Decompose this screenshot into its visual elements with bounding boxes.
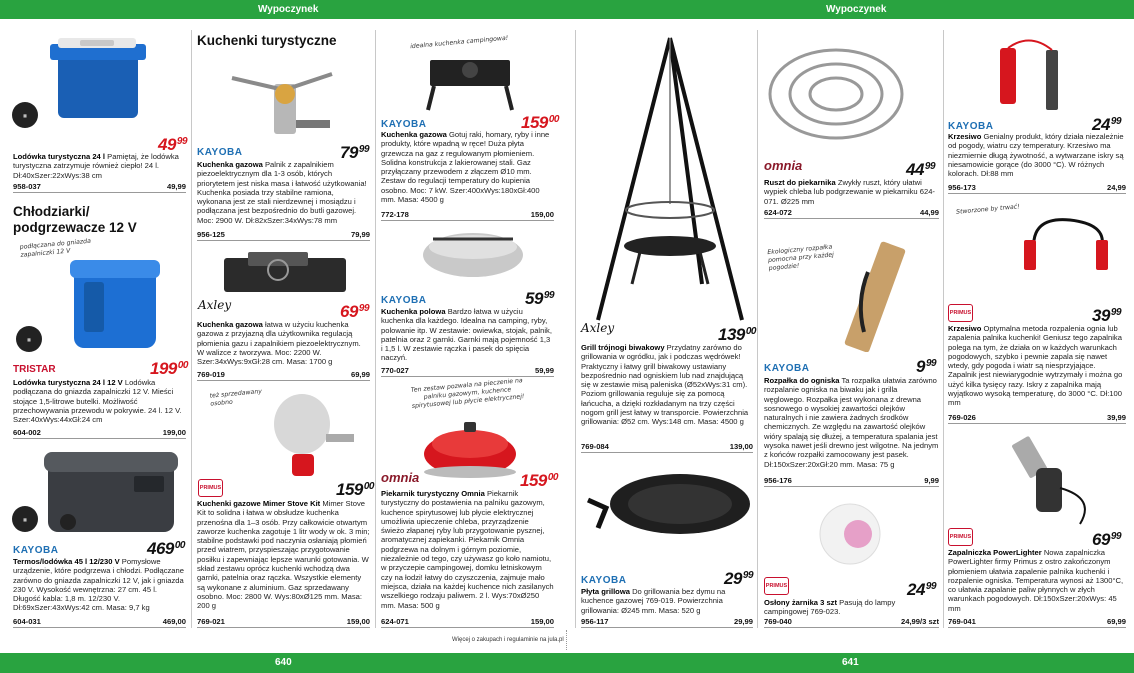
powerlighter-image <box>1000 428 1100 530</box>
section-title-right: Wypoczynek <box>826 4 887 15</box>
product-description: Ruszt do piekarnika Zwykły ruszt, który ułatwi wypiek chleba lub podgrzewanie w piekarniku 624-071. Ø225 mm <box>764 178 935 206</box>
column-divider <box>191 30 192 628</box>
price-tag: $199^{00}$ <box>150 359 188 378</box>
price-tag: $469^{00}$ <box>147 539 185 558</box>
fire-starter-stick-image <box>840 232 920 352</box>
sku-line: 956-173 24,99 <box>948 183 1126 192</box>
brand-logo-kayoba: KAYOBA <box>764 363 810 374</box>
price-tag: $49^{99}$ <box>158 135 188 154</box>
product-description: Piekarnik turystyczny Omnia Piekarnik turystyczny do postawienia na palniku gazowym, kuchence spirytusowej lub płycie elektrycznej umożliwia upieczenie chleba, przyrządzenie świeżo złapanej ryby lub przygotowanie pysznej, aromatycznej zapiekanki. Piekarnik Omnia podgrzewa na dolnym i górnym poziomie, niezależnie od tego, czy używasz go koło namiotu, w przyczepie campingowej, domku letniskowym czy na łodzi! łatwy do czyszczenia, zajmuje mało miejsca, działa na każdej kuchence nich zasilanych wszelkiego rodzaju paliwem. 2 l. Wys:70xØ250 mm. Masa: 500 g <box>381 489 554 610</box>
handwritten-note: Stworzone by trwać! <box>955 203 1020 216</box>
price-tag: $69^{99}$ <box>1092 530 1122 549</box>
brand-logo-kayoba: KAYOBA <box>197 147 243 158</box>
sku-line: 624-071 159,00 <box>381 617 554 626</box>
page-gutter <box>566 630 567 650</box>
price-tag: $159^{00}$ <box>336 480 374 499</box>
price-tag: $139^{00}$ <box>718 325 756 344</box>
price-tag: $39^{99}$ <box>1092 306 1122 325</box>
column-divider <box>757 30 758 628</box>
header-bar <box>0 0 1134 19</box>
brand-logo-kayoba: KAYOBA <box>581 575 627 586</box>
product-description: Kuchenka gazowa łatwa w użyciu kuchenka gazowa z przyjazną dla użytkownika regulacją płomienia gazu i zapalnikiem piezoelektrycznym. W walizce z tworzywa. Moc: 2200 W. Szer:34xWys:9xGł:28 cm. Masa: 1700 g <box>197 320 361 367</box>
price-tag: $29^{99}$ <box>724 569 754 588</box>
quality-badge-icon: ▦ <box>12 506 38 532</box>
thermo-cooler-image <box>38 444 188 539</box>
handwritten-note: podłączana do gniazda zapalniczki 12 V <box>19 237 92 259</box>
product-description: Zapalniczka PowerLighter Nowa zapalniczka PowerLighter firmy Primus z ostro zakończonym płomieniem ułatwia zapalenie palnika kuchenki i rozpalenie ogniska. Temperatura wynosi aż 1300°C, co ułatwia zapalanie paliw płynnych w złych warunkach pogodowych. Dł:150xSzer:20xWys: 45 mm <box>948 548 1124 613</box>
sku-line: 769-041 69,99 <box>948 617 1126 626</box>
column-divider <box>575 30 576 628</box>
page-number-left: 640 <box>275 657 292 668</box>
brand-logo-primus: PRIMUS <box>764 577 789 595</box>
grill-plate-image <box>584 470 754 540</box>
product-description: Krzesiwo Optymalna metoda rozpalenia ognia lub zapalenia palnika kuchenki! Geniusz tego zapalnika polega na tym, że działa on w każdych warunkach pogodowych, szybko i pewnie zapala się nawet wtedy, gdy pogoda i wiatr są niesprzyjające. Zapalnik jest niewiarygodnie wytrzymały i można go użyć kilka tysięcy razy. Iskry z zapalnika mają wyjątkowo wysoką temperaturę, do 3000 °C. Dł:100 mm <box>948 324 1123 408</box>
sku-line: 769-019 69,99 <box>197 370 370 379</box>
handwritten-note: idealna kuchenka campingowa! <box>409 34 509 51</box>
section-heading: Kuchenki turystyczne <box>197 33 337 48</box>
section-title-left: Wypoczynek <box>258 4 319 15</box>
electric-cooler-image <box>62 254 170 352</box>
lamp-mantles-image <box>816 492 886 574</box>
page-number-right: 641 <box>842 657 859 668</box>
fire-steel-pro-image <box>1010 210 1120 280</box>
brand-logo-kayoba: KAYOBA <box>13 545 59 556</box>
brand-logo-kayoba: KAYOBA <box>381 119 427 130</box>
product-description: Lodówka turystyczna 24 l Pamiętaj, że lodówka turystyczna zatrzymuje również ciepło! 24 l. Dł:40xSzer:22xWys:38 cm <box>13 152 179 180</box>
omnia-oven-image <box>420 414 520 480</box>
column-divider <box>375 30 376 628</box>
disclaimer-text: Więcej o zakupach i regulaminie na jula.pl <box>452 637 564 643</box>
sku-line: 956-176 9,99 <box>764 476 939 485</box>
gas-cooker-image <box>420 52 520 112</box>
quality-badge-icon: ▦ <box>16 326 42 352</box>
product-description: Płyta grillowa Do grillowania bez dymu na kuchence gazowej 769-019. Powierzchnia grillowania: Ø245 mm. Masa: 520 g <box>581 587 726 615</box>
sku-line: 772-178 159,00 <box>381 210 554 219</box>
brand-logo-omnia: omnia <box>381 470 420 485</box>
oven-rack-image <box>766 44 906 154</box>
sku-line: 769-026 39,99 <box>948 413 1126 422</box>
sku-line: 770-027 59,99 <box>381 366 554 375</box>
product-description: Lodówka turystyczna 24 l 12 V Lodówka podłączana do gniazda zapalniczki 12 V. Mieści stojące 1,5-litrowe butelki. Możliwość przechowywania przewodu w pokrywie. 24 l. 12 V. Szer:40xWys:44xGł:24 cm <box>13 378 182 425</box>
portable-stove-image <box>220 248 350 296</box>
price-tag: $159^{00}$ <box>520 471 558 490</box>
brand-logo-kayoba: KAYOBA <box>948 121 994 132</box>
brand-logo-primus: PRIMUS <box>198 479 223 497</box>
price-tag: $69^{99}$ <box>340 302 370 321</box>
handwritten-note: Ten zestaw pozwala na pieczenie na palniku gazowym, kuchence spirytusowej lub płycie elektrycznej! <box>410 377 525 410</box>
brand-logo-axley: Axley <box>198 298 232 312</box>
fire-steel-image <box>990 32 1080 114</box>
handwritten-note: Ekologiczny rozpałka pomocna przy każdej pogodzie! <box>767 243 835 273</box>
product-description: Krzesiwo Genialny produkt, który działa niezależnie od pogody, wiatru czy temperatury. Krzesiwo ma niezmiernie długą żywotność, a wytwarzane iskry są niesamowicie gorące (do 3000 °C). W różnych kolorach. Dł:88 mm <box>948 132 1124 179</box>
quality-badge-icon: ▦ <box>12 102 38 128</box>
sku-line: 604-002 199,00 <box>13 428 186 437</box>
price-tag: $24^{99}$ <box>1092 115 1122 134</box>
sku-line: 769-021 159,00 <box>197 617 370 626</box>
product-description: Kuchenka gazowa Palnik z zapalnikiem piezoelektrycznym dla 1-3 osób, których priorytetem jest niska masa i łatwość użytkowania! Kuchenka posiada trzy stabilne ramiona, wykonana jest ze stali nierdzewnej i mosiądzu i podłączana jest bezpośrednio do butli gazowej. Moc: 2900 W. Dł:82xSzer:34xWys:78 mm <box>197 160 367 225</box>
column-divider <box>943 30 944 628</box>
brand-logo-axley: Axley <box>581 321 615 335</box>
brand-logo-omnia: omnia <box>764 158 803 173</box>
product-description: Kuchenki gazowe Mimer Stove Kit Mimer Stove Kit to solidna i łatwa w obsłudze kuchenka przenośna dla 1–3 osób. Przy całkowicie otwartym zaworze kuchenka zagotuje 1 litr wody w ok. 3 min; stabilne podstawki pod naczynia osłaniają płomień przed wiatrem, przyspieszając przygotowanie posiłku i zapewniając lepsze warunki gotowania. W skład zestawu oprócz kuchenki wchodzą dwa garnki, patelnia oraz rączka. Wszystkie elementy są wykonane z aluminium. Gaz sprzedawany osobno. Moc: 2800 W. Wys:80xØ125 mm. Masa: 200 g <box>197 499 370 611</box>
sku-line: 769-040 24,99/3 szt <box>764 617 939 626</box>
blue-cooler-image <box>40 34 152 126</box>
sku-line: 956-117 29,99 <box>581 617 753 626</box>
brand-logo-kayoba: KAYOBA <box>381 295 427 306</box>
product-description: Osłony żarnika 3 szt Pasują do lampy campingowej 769-023. <box>764 598 896 617</box>
sku-line: 604-031 469,00 <box>13 617 186 626</box>
tripod-grill-image <box>590 34 750 324</box>
price-tag: $9^{99}$ <box>916 357 937 376</box>
product-description: Termos/lodówka 45 l 12/230 V Pomysłowe urządzenie, które podgrzewa i chłodzi. Podłączane zarówno do gniazda zapalniczki 12 V, jak i gniazda 230 V. Wysokość wewnętrzna: 27 cm. 45 l. Długość kabla: 1,8 m. 12/230 V. Dł:69xSzer:43xWys:42 cm. Masa: 9,7 kg <box>13 557 184 613</box>
product-description: Kuchenka polowa Bardzo łatwa w użyciu kuchenka dla każdego. Idealna na camping, ryby, polowanie itp. W zestawie: owiewka, stojak, palnik, patelnia oraz 2 garnki. Garnki mają pojemność 1,3 i 1,5 l. W zestawie rączka i pasek do spięcia naczyń. <box>381 307 552 363</box>
sku-line: 958-037 49,99 <box>13 182 186 191</box>
mimer-stove-kit-image <box>262 384 358 484</box>
product-description: Kuchenka gazowa Gotuj raki, homary, ryby i inne produkty, które wpadną w ręce! Duża płyta grzewcza na gaz z regulowanym płomieniem. Solidna konstrukcja z lakierowanej stali. Gaz przyłączany przewodem z złączem Ø10 mm. Zestaw do regulacji temperatury do kupienia osobno. Moc: 7 kW. Szer:400xWys:180xGł:400 mm. Masa: 4500 g <box>381 130 550 205</box>
price-tag: $59^{99}$ <box>525 289 555 308</box>
brand-logo-primus: PRIMUS <box>948 528 973 546</box>
price-tag: $24^{99}$ <box>907 580 937 599</box>
brand-logo-primus: PRIMUS <box>948 304 973 322</box>
gas-burner-image <box>222 54 342 146</box>
price-tag: $79^{99}$ <box>340 143 370 162</box>
field-cooker-image <box>418 225 528 293</box>
product-description: Rozpałka do ogniska Ta rozpałka ułatwia zarówno rozpalanie ogniska na biwaku jak i grilla węglowego. Rozpałka jest wykonana z drewna sosnowego o wysokiej zawartości olejków naturalnych i nie zawiera żadnych środków chemicznych. Ze względu na zawartość olejków wióry spalają się dłużej, a temperatura spalania jest wysoka nawet jeśli drewno jest wilgotne. Na jednym z końców rozpałki zamocowany jest pasek. Dł:150xSzer:20xGł:20 mm. Masa: 75 g <box>764 376 939 469</box>
section-heading: Chłodziarki/ podgrzewacze 12 V <box>13 204 137 235</box>
price-tag: $159^{00}$ <box>521 113 559 132</box>
product-description: Grill trójnogi biwakowy Przydatny zarówno do grillowania w ogródku, jak i podczas wędrówek! Praktyczny i łatwy grill biwakowy ustawiany bezpośrednio nad ogniskiem lub nad znajdującą się w zestawie misą paleniska (Ø52xWys:31 cm). Poziom grillowania reguluje się za pomocą łańcucha, a dzięki rozkładanym na trzy części nogom grill jest łatwy w transporcie. Powierzchnia grillowania: Ø52 cm. Wys:148 cm. Masa: 4500 g <box>581 343 749 427</box>
sku-line: 624-072 44,99 <box>764 208 939 217</box>
brand-logo-tristar: TRISTAR <box>13 364 56 375</box>
sku-line: 956-125 79,99 <box>197 230 370 239</box>
footer-bar <box>0 653 1134 673</box>
sku-line: 769-084 139,00 <box>581 442 753 451</box>
handwritten-note: też sprzedawany osobno <box>209 388 263 408</box>
price-tag: $44^{99}$ <box>906 160 936 179</box>
